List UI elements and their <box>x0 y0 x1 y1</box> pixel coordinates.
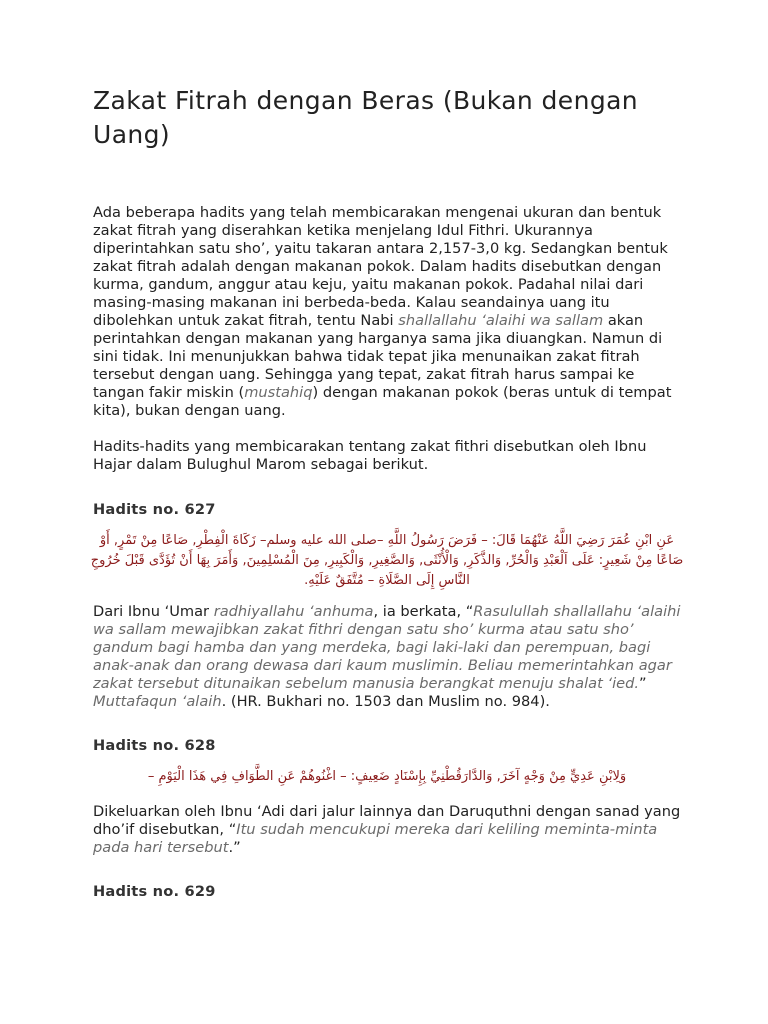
hadith-628-arabic-text: وَلِابْنِ عَدِيٍّ مِنْ وَجْهٍ آخَرَ, وَالدَّارَقُطْنِيِّ بِإِسْنَادٍ ضَعِيفٍ: – اغْنُوهُمْ عَنِ الطَّوَافِ فِي هَذَا الْيَوْمِ – <box>147 769 627 784</box>
h627-italic-radhiyallahu: radhiyallahu ‘anhuma <box>213 603 374 620</box>
h628-text-2: .” <box>228 839 241 856</box>
intro-text-1: Ada beberapa hadits yang telah membicarakan mengenai ukuran dan bentuk zakat fitrah yang diserahkan ketika menjelang Idul Fithri. Ukurannya diperintahkan satu sho’, yaitu takaran antara 2,157-3,0 kg. Sedangkan bentuk zakat fitrah adalah dengan makanan pokok. Dalam hadits disebutkan dengan kurma, gandum, anggur atau keju, yaitu makanan pokok. Padahal nilai dari masing-masing makanan ini berbeda-beda. Kalau seandainya uang itu dibolehkan untuk zakat fitrah, tentu Nabi <box>93 204 668 329</box>
intro-paragraph <box>93 204 681 420</box>
h627-italic-quote: Rasulullah shallallahu ‘alaihi wa sallam mewajibkan zakat fithri dengan satu sho’ kurma atau satu sho’ gandum bagi hamba dan yang merdeka, bagi laki-laki dan perempuan, bagi anak-anak dan orang dewasa dari kaum muslimin. Beliau memerintahkan agar zakat tersebut ditunaikan sebelum manusia berangkat menuju shalat ‘ied. <box>93 603 681 692</box>
intro-italic-mustahiq: mustahiq <box>244 384 313 401</box>
article-title: Zakat Fitrah dengan Beras (Bukan dengan Uang) <box>93 86 639 149</box>
h628-italic-quote: Itu sudah mencukupi mereka dari keliling meminta-minta pada hari tersebut <box>93 821 658 856</box>
hadith-628-translation <box>93 803 681 857</box>
hadith-629-heading: Hadits no. 629 <box>93 883 216 900</box>
hadith-627-arabic-text: عَنِ ابْنِ عُمَرَ رَضِيَ اللَّهُ عَنْهُمَا قَالَ: – فَرَضَ رَسُولُ اللَّهِ –صلى الله عليه وسلم– زَكَاةَ الْفِطْرِ, صَاعًا مِنْ تَمْرٍ, أَوْ صَاعًا مِنْ شَعِيرٍ: عَلَى اَلْعَبْدِ وَالْحُرِّ, وَالذَّكَرِ, وَالْأُنْثَى, وَالصَّغِيرِ, وَالْكَبِيرِ, مِنَ الْمُسْلِمِينَ, وَأَمَرَ بِهَا أَنْ تُؤَدَّى قَبْلَ خُرُوجِ النَّاسِ إِلَى الصَّلَاةِ – مُتَّفَقٌ عَلَيْهِ. <box>90 533 684 588</box>
h628-text-1: Dikeluarkan oleh Ibnu ‘Adi dari jalur lainnya dan Daruquthni dengan sanad yang dho’if disebutkan, “ <box>93 803 681 838</box>
h627-text-1: Dari Ibnu ‘Umar <box>93 603 214 620</box>
intro-text-2: akan perintahkan dengan makanan yang harganya sama jika diuangkan. Namun di sini tidak. Ini menunjukkan bahwa tidak tepat jika menunaikan zakat fitrah tersebut dengan uang. Sehingga yang tepat, zakat fitrah harus sampai ke tangan fakir miskin ( <box>93 312 663 401</box>
hadith-627-translation <box>93 603 681 711</box>
intro-italic-salawat: shallallahu ‘alaihi wa sallam <box>398 312 604 329</box>
h627-text-4: . (HR. Bukhari no. 1503 dan Muslim no. 984). <box>221 693 550 710</box>
intro-text-3: ) dengan makanan pokok (beras untuk di tempat kita), bukan dengan uang. <box>93 384 672 419</box>
h627-italic-muttafaqun: Muttafaqun ‘alaih <box>93 693 222 710</box>
article-content <box>90 84 684 901</box>
hadith-intro-paragraph: Hadits-hadits yang membicarakan tentang zakat fithri disebutkan oleh Ibnu Hajar dalam Bulughul Marom sebagai berikut. <box>93 438 647 473</box>
hadith-627-heading: Hadits no. 627 <box>93 501 216 518</box>
h627-text-2: , ia berkata, “ <box>373 603 474 620</box>
hadith-628-heading: Hadits no. 628 <box>93 737 216 754</box>
h627-text-3: ” <box>639 675 647 692</box>
